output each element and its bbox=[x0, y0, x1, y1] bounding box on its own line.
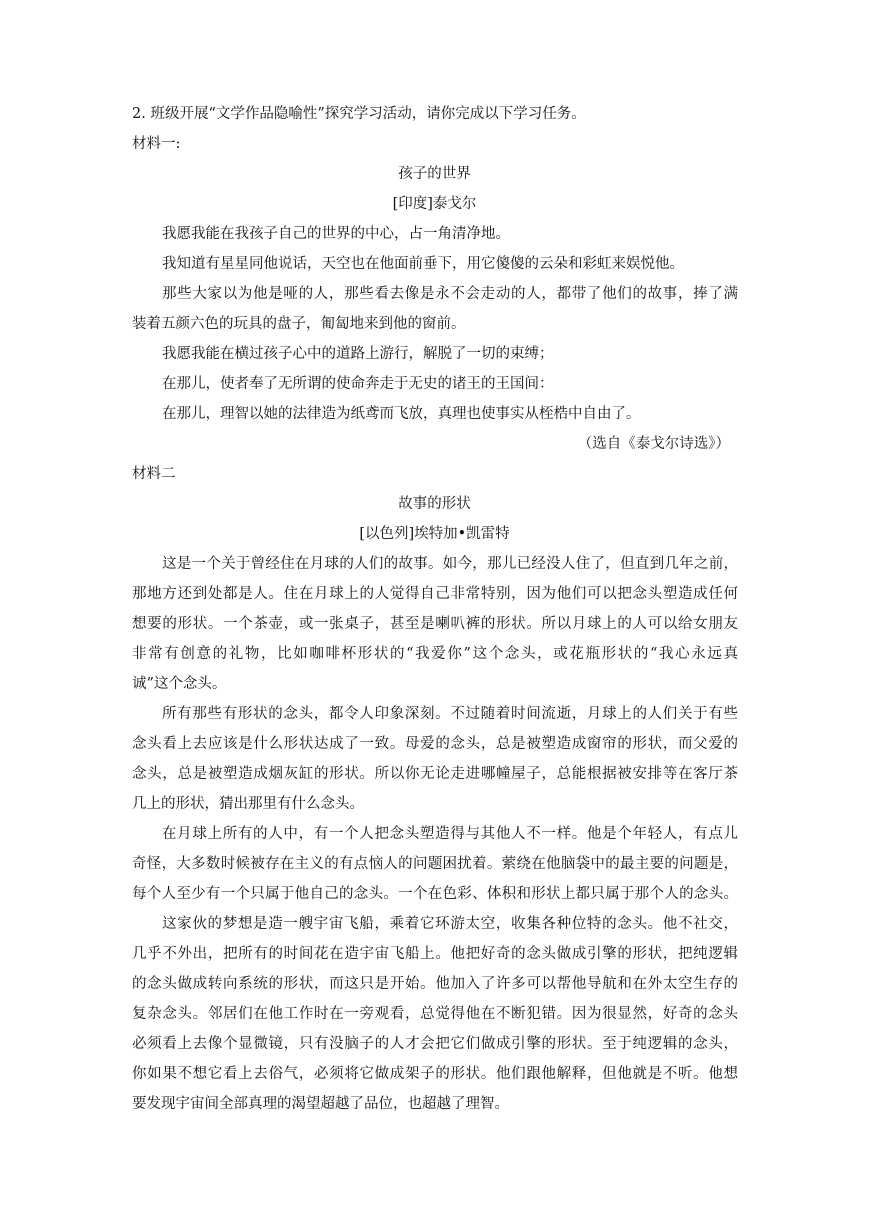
story-line: 想要的形状。一个茶壶，或一张桌子，甚至是喇叭裤的形状。所以月球上的人可以给女朋友 bbox=[132, 616, 738, 632]
story-line: 念头看上去应该是什么形状达成了一致。母爱的念头，总是被塑造成窗帘的形状，而父爱的 bbox=[132, 736, 738, 752]
material-1-author: [印度]泰戈尔 bbox=[392, 196, 477, 212]
poem-paragraph: 我知道有星星同他说话，天空也在他面前垂下，用它傻傻的云朵和彩虹来娱悦他。 bbox=[162, 256, 684, 272]
story-line: 的念头做成转向系统的形状，而这只是开始。他加入了许多可以帮他导航和在外太空生存的 bbox=[132, 976, 738, 992]
material-2-author: [以色列]埃特加•凯雷特 bbox=[359, 526, 510, 542]
poem-paragraph: 在那儿，理智以她的法律造为纸鸢而飞放，真理也使事实从桎梏中自由了。 bbox=[162, 406, 641, 422]
story-line: 这家伙的梦想是造一艘宇宙飞船，乘着它环游太空，收集各种位特的念头。他不社交， bbox=[162, 916, 738, 932]
story-line: 每个人至少有一个只属于他自己的念头。一个在色彩、体积和形状上都只属于那个人的念头。 bbox=[132, 886, 738, 902]
story-line: 几乎不外出，把所有的时间花在造宇宙飞船上。他把好奇的念头做成引擎的形状，把纯逻辑 bbox=[132, 946, 738, 962]
story-line: 几上的形状，猜出那里有什么念头。 bbox=[132, 796, 364, 812]
material-2-label: 材料二 bbox=[132, 466, 176, 482]
poem-paragraph: 我愿我能在横过孩子心中的道路上游行，解脱了一切的束缚； bbox=[162, 346, 554, 362]
story-line: 要发现宇宙间全部真理的渴望超越了品位，也超越了理智。 bbox=[132, 1096, 509, 1112]
material-1-title: 孩子的世界 bbox=[398, 166, 471, 182]
poem-paragraph: 在那儿，使者奉了无所谓的使命奔走于无史的诸王的王国间： bbox=[162, 376, 554, 392]
material-1-label: 材料一: bbox=[132, 136, 181, 152]
story-line: 你如果不想它看上去俗气，必须将它做成架子的形状。他们跟他解释，但他就是不听。他想 bbox=[132, 1066, 738, 1082]
story-line: 念头，总是被塑造成烟灰缸的形状。所以你无论走进哪幢屋子，总能根据被安排等在客厅茶 bbox=[132, 766, 738, 782]
question-prompt: 2. 班级开展“文学作品隐喻性”探究学习活动，请你完成以下学习任务。 bbox=[132, 106, 586, 122]
story-line: 在月球上所有的人中，有一个人把念头塑造得与其他人不一样。他是个年轻人，有点儿 bbox=[162, 826, 738, 842]
story-line: 非常有创意的礼物，比如咖啡杯形状的“我爱你”这个念头，或花瓶形状的“我心永远真 bbox=[132, 646, 738, 662]
story-line: 奇怪，大多数时候被存在主义的有点恼人的问题困扰着。萦绕在他脑袋中的最主要的问题是， bbox=[132, 856, 738, 872]
story-line: 诚”这个念头。 bbox=[132, 676, 227, 692]
poem-paragraph: 那些大家以为他是哑的人，那些看去像是永不会走动的人，都带了他们的故事，捧了满 bbox=[162, 286, 738, 302]
story-line: 复杂念头。邻居们在他工作时在一旁观看，总觉得他在不断犯错。因为很显然，好奇的念头 bbox=[132, 1006, 738, 1022]
story-line: 必须看上去像个显微镜，只有没脑子的人才会把它们做成引擎的形状。至于纯逻辑的念头， bbox=[132, 1036, 738, 1052]
story-line: 所有那些有形状的念头，都令人印象深刻。不过随着时间流逝，月球上的人们关于有些 bbox=[162, 706, 738, 722]
story-line: 这是一个关于曾经住在月球的人们的故事。如今，那儿已经没人住了，但直到几年之前， bbox=[162, 556, 738, 572]
material-2-title: 故事的形状 bbox=[398, 496, 471, 512]
material-1-source: （选自《泰戈尔诗选》） bbox=[577, 436, 730, 452]
poem-paragraph: 我愿我能在我孩子自己的世界的中心，占一角清净地。 bbox=[162, 226, 510, 242]
story-line: 那地方还到处都是人。住在月球上的人觉得自己非常特别，因为他们可以把念头塑造成任何 bbox=[132, 586, 738, 602]
poem-paragraph-continued: 装着五颜六色的玩具的盘子，匍匐地来到他的窗前。 bbox=[132, 316, 466, 332]
